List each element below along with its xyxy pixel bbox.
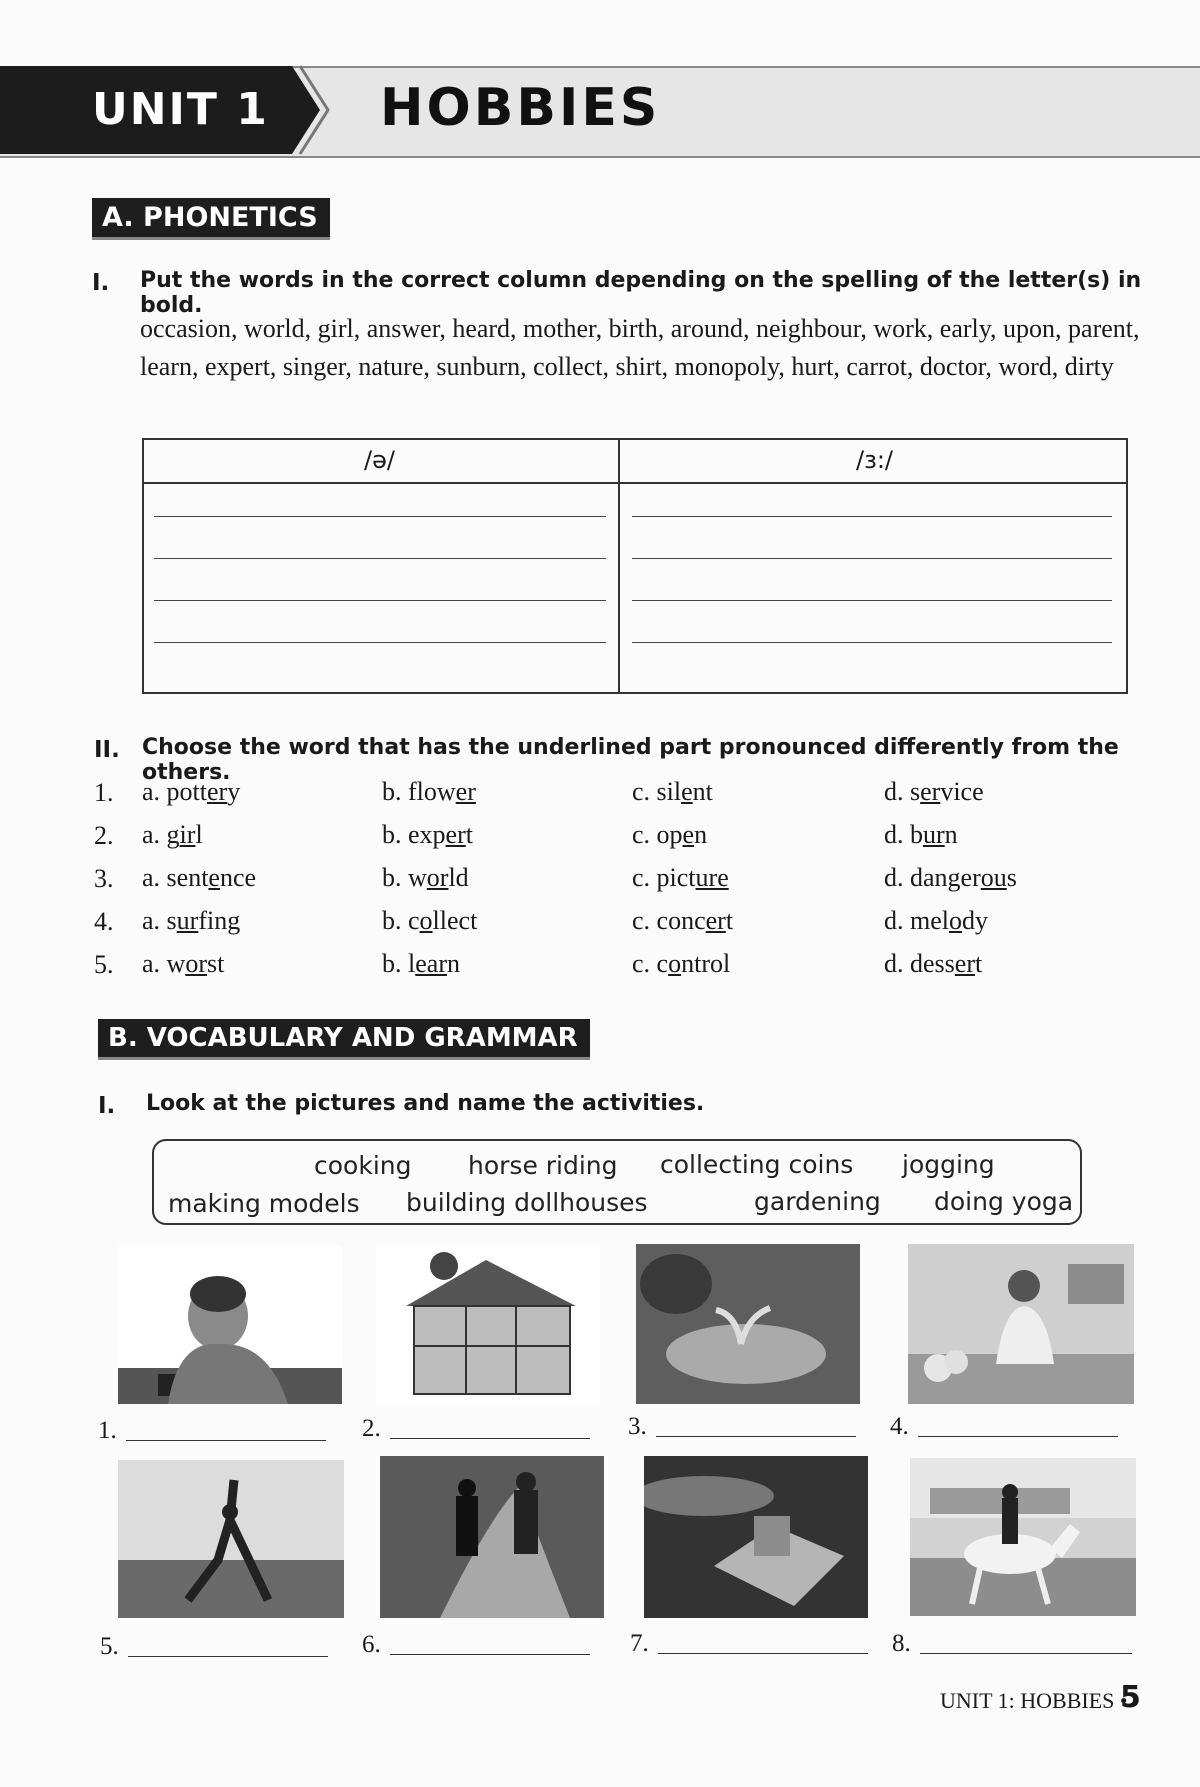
underlined-part: o <box>949 906 962 935</box>
answer-number: 1. <box>98 1417 117 1444</box>
question-number: 2. <box>94 821 114 850</box>
activity-word: collecting coins <box>660 1150 854 1179</box>
answer-option[interactable]: c. open <box>632 820 708 849</box>
activity-word: gardening <box>754 1187 881 1216</box>
answer-line[interactable] <box>154 516 606 517</box>
part-a1-number: I. <box>92 270 110 296</box>
answer-line[interactable] <box>658 1653 868 1654</box>
part-a1-instruction: Put the words in the correct column depending on the spelling of the letter(s) in bold. <box>140 268 1142 318</box>
underlined-part: e <box>682 820 695 849</box>
underlined-part: er <box>954 949 975 978</box>
answer-number: 7. <box>630 1630 649 1657</box>
activity-word-box <box>152 1139 1082 1225</box>
answer-option[interactable]: a. pottery <box>142 777 241 806</box>
section-a-heading: A. PHONETICS <box>92 198 330 240</box>
part-b1-number: I. <box>98 1093 116 1119</box>
underlined-part: o <box>419 906 433 935</box>
underlined-part: ure <box>695 863 729 892</box>
underlined-part: ir <box>179 820 196 849</box>
footer-running-title: UNIT 1: HOBBIES • <box>940 1688 1128 1713</box>
answer-line[interactable] <box>632 558 1112 559</box>
activity-word: building dollhouses <box>406 1188 648 1217</box>
answer-option[interactable]: c. silent <box>632 777 713 806</box>
answer-option[interactable]: b. flower <box>382 777 476 806</box>
photo-boy-making-models <box>118 1246 342 1404</box>
answer-line[interactable] <box>390 1438 590 1439</box>
activity-word: horse riding <box>468 1151 618 1180</box>
answer-option[interactable]: a. sentence <box>142 863 257 892</box>
page-number: 5 <box>1120 1680 1141 1715</box>
answer-option[interactable]: b. expert <box>382 820 473 849</box>
photo-yoga <box>118 1460 344 1618</box>
underlined-part: or <box>426 863 449 892</box>
underlined-part: er <box>705 906 726 935</box>
answer-option[interactable]: a. surfing <box>142 906 241 935</box>
question-number: 3. <box>94 864 114 893</box>
answer-line[interactable] <box>390 1654 590 1655</box>
underlined-part: e <box>681 777 693 806</box>
section-b-heading: B. VOCABULARY AND GRAMMAR <box>98 1019 590 1060</box>
phonetics-table <box>142 438 1128 694</box>
question-number: 4. <box>94 907 114 936</box>
underlined-part: o <box>668 949 682 978</box>
answer-option[interactable]: a. worst <box>142 949 225 978</box>
column-header-er: /ɜ:/ <box>856 446 894 474</box>
answer-line[interactable] <box>632 516 1112 517</box>
answer-line[interactable] <box>154 600 606 601</box>
answer-option[interactable]: a. girl <box>142 820 203 849</box>
answer-line[interactable] <box>918 1436 1118 1437</box>
answer-option[interactable]: c. picture <box>632 863 729 892</box>
answer-option[interactable]: d. melody <box>884 906 988 935</box>
underlined-part: er <box>920 777 941 806</box>
answer-number: 2. <box>362 1415 381 1442</box>
activity-word: doing yoga <box>934 1187 1074 1216</box>
unit-label: UNIT 1 <box>92 84 269 135</box>
answer-number: 4. <box>890 1413 909 1440</box>
answer-number: 8. <box>892 1630 911 1657</box>
part-b1-instruction: Look at the pictures and name the activities. <box>146 1091 705 1116</box>
underlined-part: or <box>185 949 207 978</box>
answer-line[interactable] <box>154 642 606 643</box>
question-number: 5. <box>94 950 114 979</box>
underlined-part: ear <box>415 949 447 978</box>
answer-line[interactable] <box>126 1440 326 1441</box>
underlined-part: er <box>445 820 466 849</box>
answer-option[interactable]: c. control <box>632 949 731 978</box>
answer-option[interactable]: c. concert <box>632 906 734 935</box>
part-a2-instruction: Choose the word that has the underlined part pronounced differently from the others. <box>142 735 1119 785</box>
photo-gardening <box>636 1244 860 1404</box>
photo-horse-riding <box>910 1458 1136 1616</box>
underlined-part: e <box>208 863 220 892</box>
underlined-part: er <box>207 777 228 806</box>
underlined-part: ou <box>980 863 1007 892</box>
photo-cooking <box>908 1244 1134 1404</box>
question-number: 1. <box>94 778 114 807</box>
answer-option[interactable]: d. dessert <box>884 949 983 978</box>
answer-option[interactable]: d. service <box>884 777 984 806</box>
photo-dollhouse <box>376 1246 600 1404</box>
answer-line[interactable] <box>154 558 606 559</box>
activity-word: making models <box>168 1189 360 1218</box>
unit-tab-arrow-icon <box>270 64 330 156</box>
answer-option[interactable]: d. burn <box>884 820 958 849</box>
part-a2-number: II. <box>94 737 120 763</box>
answer-line[interactable] <box>128 1656 328 1657</box>
answer-option[interactable]: b. world <box>382 863 469 892</box>
answer-number: 3. <box>628 1413 647 1440</box>
underlined-part: ur <box>923 820 945 849</box>
answer-option[interactable]: d. dangerous <box>884 863 1017 892</box>
answer-line[interactable] <box>632 642 1112 643</box>
word-list: occasion, world, girl, answer, heard, mother, birth, around, neighbour, work, early, upon, parent, learn, expert, singer, nature, sunburn, collect, shirt, monopoly, hurt, carrot, doctor, word, dirty <box>140 314 1140 381</box>
photo-jogging <box>380 1456 604 1618</box>
unit-title: HOBBIES <box>380 78 661 138</box>
answer-option[interactable]: b. collect <box>382 906 478 935</box>
answer-option[interactable]: b. learn <box>382 949 460 978</box>
activity-word: jogging <box>902 1150 995 1179</box>
answer-number: 6. <box>362 1631 381 1658</box>
answer-line[interactable] <box>656 1436 856 1437</box>
column-header-schwa: /ə/ <box>364 446 395 474</box>
activity-word: cooking <box>314 1151 412 1180</box>
photo-building-model <box>644 1456 868 1618</box>
answer-number: 5. <box>100 1633 119 1660</box>
underlined-part: er <box>455 777 476 806</box>
underlined-part: ur <box>176 906 199 935</box>
answer-line[interactable] <box>632 600 1112 601</box>
answer-line[interactable] <box>920 1653 1132 1654</box>
